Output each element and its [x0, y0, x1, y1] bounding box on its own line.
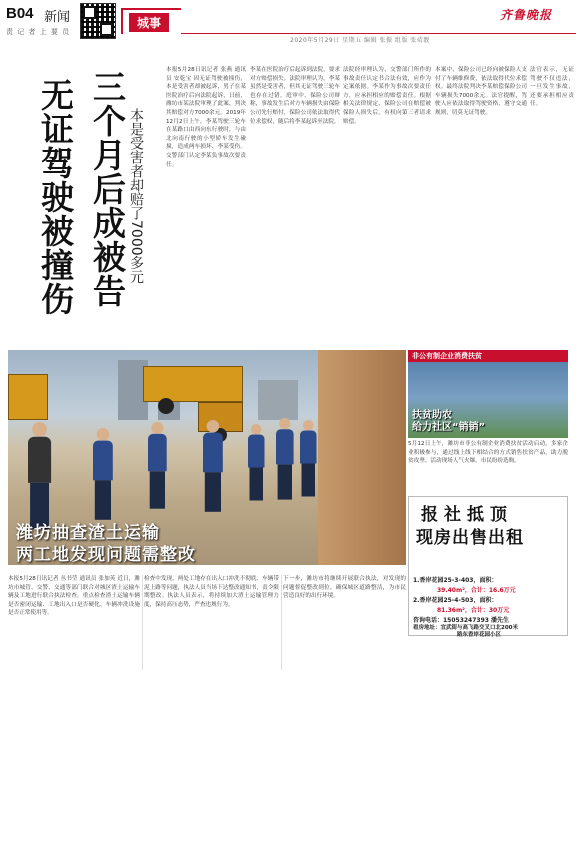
- section-name: 新闻: [44, 10, 71, 25]
- brick-wall: [318, 350, 406, 565]
- article1-headline: [8, 60, 153, 350]
- article2-headline-line1: 潍坊抽查渣土运输: [16, 523, 160, 543]
- article1-headline-line2: 无证驾驶被撞伤: [36, 78, 75, 316]
- sidebar-banner: 非公有制企业消费扶贫: [408, 350, 568, 362]
- person: [276, 418, 294, 500]
- article1-column-b: 李某在医院治疗后起诉到法院，要求对方赔偿损失。法院审理认为，李某虽然是受害者，但其无证驾驶三轮车也存在过错。庭审中，保险公司辩称，事故发生后对方车辆损失由保险公司先行赔付，保险公司依法取得代位求偿权，随后将李某起诉至法院。: [250, 67, 340, 125]
- sidebar-caption-line1: 扶贫助农: [412, 410, 452, 421]
- sidebar-photo: [408, 350, 568, 438]
- column-divider: [281, 575, 282, 670]
- article2-column-3: 下一步，潍坊市将继续开展联合执法，对发现的问题督促整改到位，确保城区道路整洁，为市民营造良好的出行环境。: [283, 576, 406, 600]
- article1-column-d: 本案中，保险公司已经向被保险人支付了车辆维修费，依法取得代位求偿权。最终法院判决李某赔偿保险公司车辆损失7000余元。法官提醒，驾驶人应依法取得驾驶资格，遵守交通规则，切莫无证驾驶。: [435, 67, 527, 116]
- dump-truck: [8, 374, 48, 420]
- person: [248, 424, 265, 501]
- person: [28, 422, 51, 529]
- dump-truck: [143, 366, 243, 402]
- article2-headline-line2: 两工地发现问题需整改: [16, 545, 196, 565]
- article2-column-2: 检查中发现，两处工地存在出入口冲洗不彻底、车辆带泥上路等问题，执法人员当场下达整改通知书，责令限期整改。执法人员表示，将持续加大渣土运输管理力度，保持高压态势，严查违规行为。: [144, 576, 279, 608]
- person: [148, 422, 167, 509]
- article1-column-e: 法官表示，无证驾驶不仅违法，一旦发生事故，还要承担相应责任。: [530, 67, 574, 108]
- masthead-logo: 齐鲁晚报: [500, 8, 553, 22]
- page-header: [0, 0, 580, 44]
- ad-listing-2-detail: 81.36m²，合计：30万元: [437, 607, 510, 614]
- article1-headline-line1: 三个月后成被告: [88, 70, 127, 308]
- ad-contact: 咨询电话：15053247393 潘先生: [413, 617, 510, 624]
- column-tag: [121, 8, 181, 34]
- column-tag-label: 城事: [129, 13, 169, 32]
- editors-line: 责 记 者 上 要 员: [6, 28, 71, 36]
- header-rule: [181, 33, 576, 34]
- inspection-photo: [8, 350, 406, 565]
- person: [203, 420, 223, 512]
- date-line: 2020年5月29日 星期五 编辑 张振 组版 张靖靓: [290, 37, 430, 44]
- article2-column-1: 本报5月28日讯记者 丛书莹 通讯员 张加英 近日，潍坊市城管、交警、交通等部门联合对城区渣土运输车辆及工地进行联合执法检查，重点检查渣土运输车辆是否密闭运输、工地出入口是否硬化、车辆冲洗设施是否正常使用等。: [8, 576, 140, 617]
- ad-listing-1-detail: 39.40m²，合计：16.6万元: [437, 587, 516, 594]
- ad-address: 看房地址：宜武街与高飞路交叉口北200米: [413, 625, 518, 631]
- ad-title-line1: 报社抵顶: [421, 505, 513, 525]
- page-number: B04: [6, 5, 34, 22]
- person: [300, 420, 317, 497]
- ad-address-2: 路东香岸花园小区: [457, 632, 502, 638]
- ad-title-line2: 现房出售出租: [416, 528, 524, 548]
- property-ad: [408, 496, 568, 636]
- ad-listing-2: 2.香岸花园25-4-503，面积：: [413, 597, 498, 604]
- column-divider: [142, 575, 143, 670]
- person: [93, 428, 113, 520]
- building: [258, 380, 298, 420]
- article1-column-c: 法院经审理认为，交警部门所作的事故责任认定书合法有效，应作为定案依据。李某作为事故次要责任方，应承担相应的赔偿责任。根据相关法律规定，保险公司在赔偿被保险人损失后，有权向第三者请求赔偿。: [343, 67, 431, 125]
- sidebar-caption-line2: 给力社区“销销”: [412, 422, 486, 433]
- sidebar-text: 5月12日上午，潍坊市非公有制企业消费扶贫活动启动，多家企业积极参与，通过线上线下相结合的方式销售扶贫产品，助力脱贫攻坚。活动现场人气火爆，市民纷纷选购。: [408, 441, 568, 465]
- truck-wheel: [158, 398, 174, 414]
- qr-code-icon: [80, 3, 116, 39]
- ad-listing-1: 1.香岸花园25-3-403，面积：: [413, 577, 498, 584]
- article1-subheadline: 本是受害者却赔了7000多元: [128, 108, 144, 284]
- article1-column-a: 本报5月28日讯记者 张燕 通讯员 安乾宝 因无证驾驶被撞伤，本是受害者却被起诉，男子在某医院治疗后向法院起诉，日前，潍坊市某法院审理了此案，判决其赔偿对方7000余元。2019年12月2日上午，李某驾驶三轮车在某路口由西向东行驶时，与由北向南行驶的小型轿车发生碰撞，造成两车损坏、李某受伤。交警部门认定李某负事故次要责任。: [166, 67, 246, 168]
